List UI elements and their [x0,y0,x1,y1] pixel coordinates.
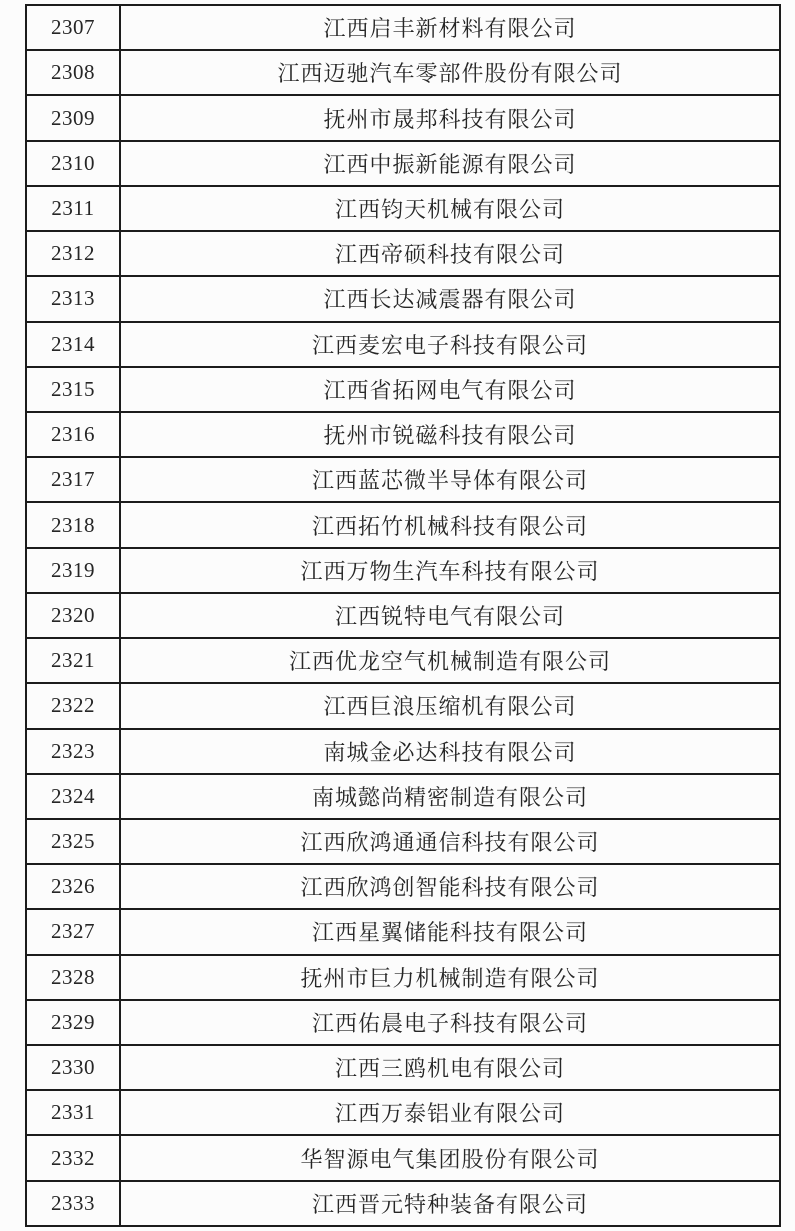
company-name: 江西麦宏电子科技有限公司 [120,322,780,367]
company-name: 江西拓竹机械科技有限公司 [120,502,780,547]
row-number: 2313 [26,276,120,321]
row-number: 2315 [26,367,120,412]
row-number: 2316 [26,412,120,457]
table-row [26,593,780,638]
table-row [26,1045,780,1090]
company-name: 江西优龙空气机械制造有限公司 [120,638,780,683]
company-name: 江西蓝芯微半导体有限公司 [120,457,780,502]
row-number: 2331 [26,1090,120,1135]
company-name: 江西星翼储能科技有限公司 [120,909,780,954]
row-number: 2318 [26,502,120,547]
company-name: 江西帝硕科技有限公司 [120,231,780,276]
row-number: 2314 [26,322,120,367]
company-name: 江西中振新能源有限公司 [120,141,780,186]
company-name: 江西万物生汽车科技有限公司 [120,548,780,593]
row-number: 2309 [26,95,120,140]
company-name: 江西锐特电气有限公司 [120,593,780,638]
table-row [26,231,780,276]
table-row [26,50,780,95]
table-row [26,141,780,186]
table-row [26,502,780,547]
row-number: 2320 [26,593,120,638]
row-number: 2321 [26,638,120,683]
company-name: 华智源电气集团股份有限公司 [120,1135,780,1180]
row-number: 2307 [26,5,120,50]
row-number: 2319 [26,548,120,593]
table-row [26,548,780,593]
row-number: 2310 [26,141,120,186]
table-row [26,774,780,819]
table-row [26,186,780,231]
table-row [26,412,780,457]
row-number: 2328 [26,955,120,1000]
row-number: 2326 [26,864,120,909]
company-name: 抚州市巨力机械制造有限公司 [120,955,780,1000]
row-number: 2330 [26,1045,120,1090]
table-row [26,1090,780,1135]
company-list-table-body [26,5,780,1226]
row-number: 2325 [26,819,120,864]
table-row [26,5,780,50]
company-name: 江西迈驰汽车零部件股份有限公司 [120,50,780,95]
table-row [26,955,780,1000]
table-row [26,729,780,774]
table-row [26,683,780,728]
company-name: 江西钧天机械有限公司 [120,186,780,231]
company-name: 江西长达减震器有限公司 [120,276,780,321]
row-number: 2317 [26,457,120,502]
company-name: 江西晋元特种装备有限公司 [120,1181,780,1226]
row-number: 2332 [26,1135,120,1180]
table-row [26,367,780,412]
table-row [26,638,780,683]
company-name: 抚州市锐磁科技有限公司 [120,412,780,457]
row-number: 2333 [26,1181,120,1226]
company-name: 江西巨浪压缩机有限公司 [120,683,780,728]
table-row [26,1181,780,1226]
company-name: 江西三鸥机电有限公司 [120,1045,780,1090]
table-row [26,864,780,909]
company-name: 南城金必达科技有限公司 [120,729,780,774]
company-name: 江西欣鸿通通信科技有限公司 [120,819,780,864]
row-number: 2312 [26,231,120,276]
company-name: 南城懿尚精密制造有限公司 [120,774,780,819]
row-number: 2308 [26,50,120,95]
company-name: 江西欣鸿创智能科技有限公司 [120,864,780,909]
table-row [26,457,780,502]
row-number: 2323 [26,729,120,774]
row-number: 2327 [26,909,120,954]
table-row [26,322,780,367]
company-name: 江西万泰铝业有限公司 [120,1090,780,1135]
table-row [26,909,780,954]
row-number: 2324 [26,774,120,819]
company-list-table [25,4,781,1227]
table-row [26,1000,780,1045]
company-name: 江西启丰新材料有限公司 [120,5,780,50]
company-name: 江西省拓网电气有限公司 [120,367,780,412]
table-row [26,1135,780,1180]
table-row [26,276,780,321]
table-row [26,819,780,864]
company-list-table-wrap [25,4,781,1227]
row-number: 2329 [26,1000,120,1045]
company-name: 抚州市晟邦科技有限公司 [120,95,780,140]
company-name: 江西佑晨电子科技有限公司 [120,1000,780,1045]
row-number: 2311 [26,186,120,231]
row-number: 2322 [26,683,120,728]
table-row [26,95,780,140]
